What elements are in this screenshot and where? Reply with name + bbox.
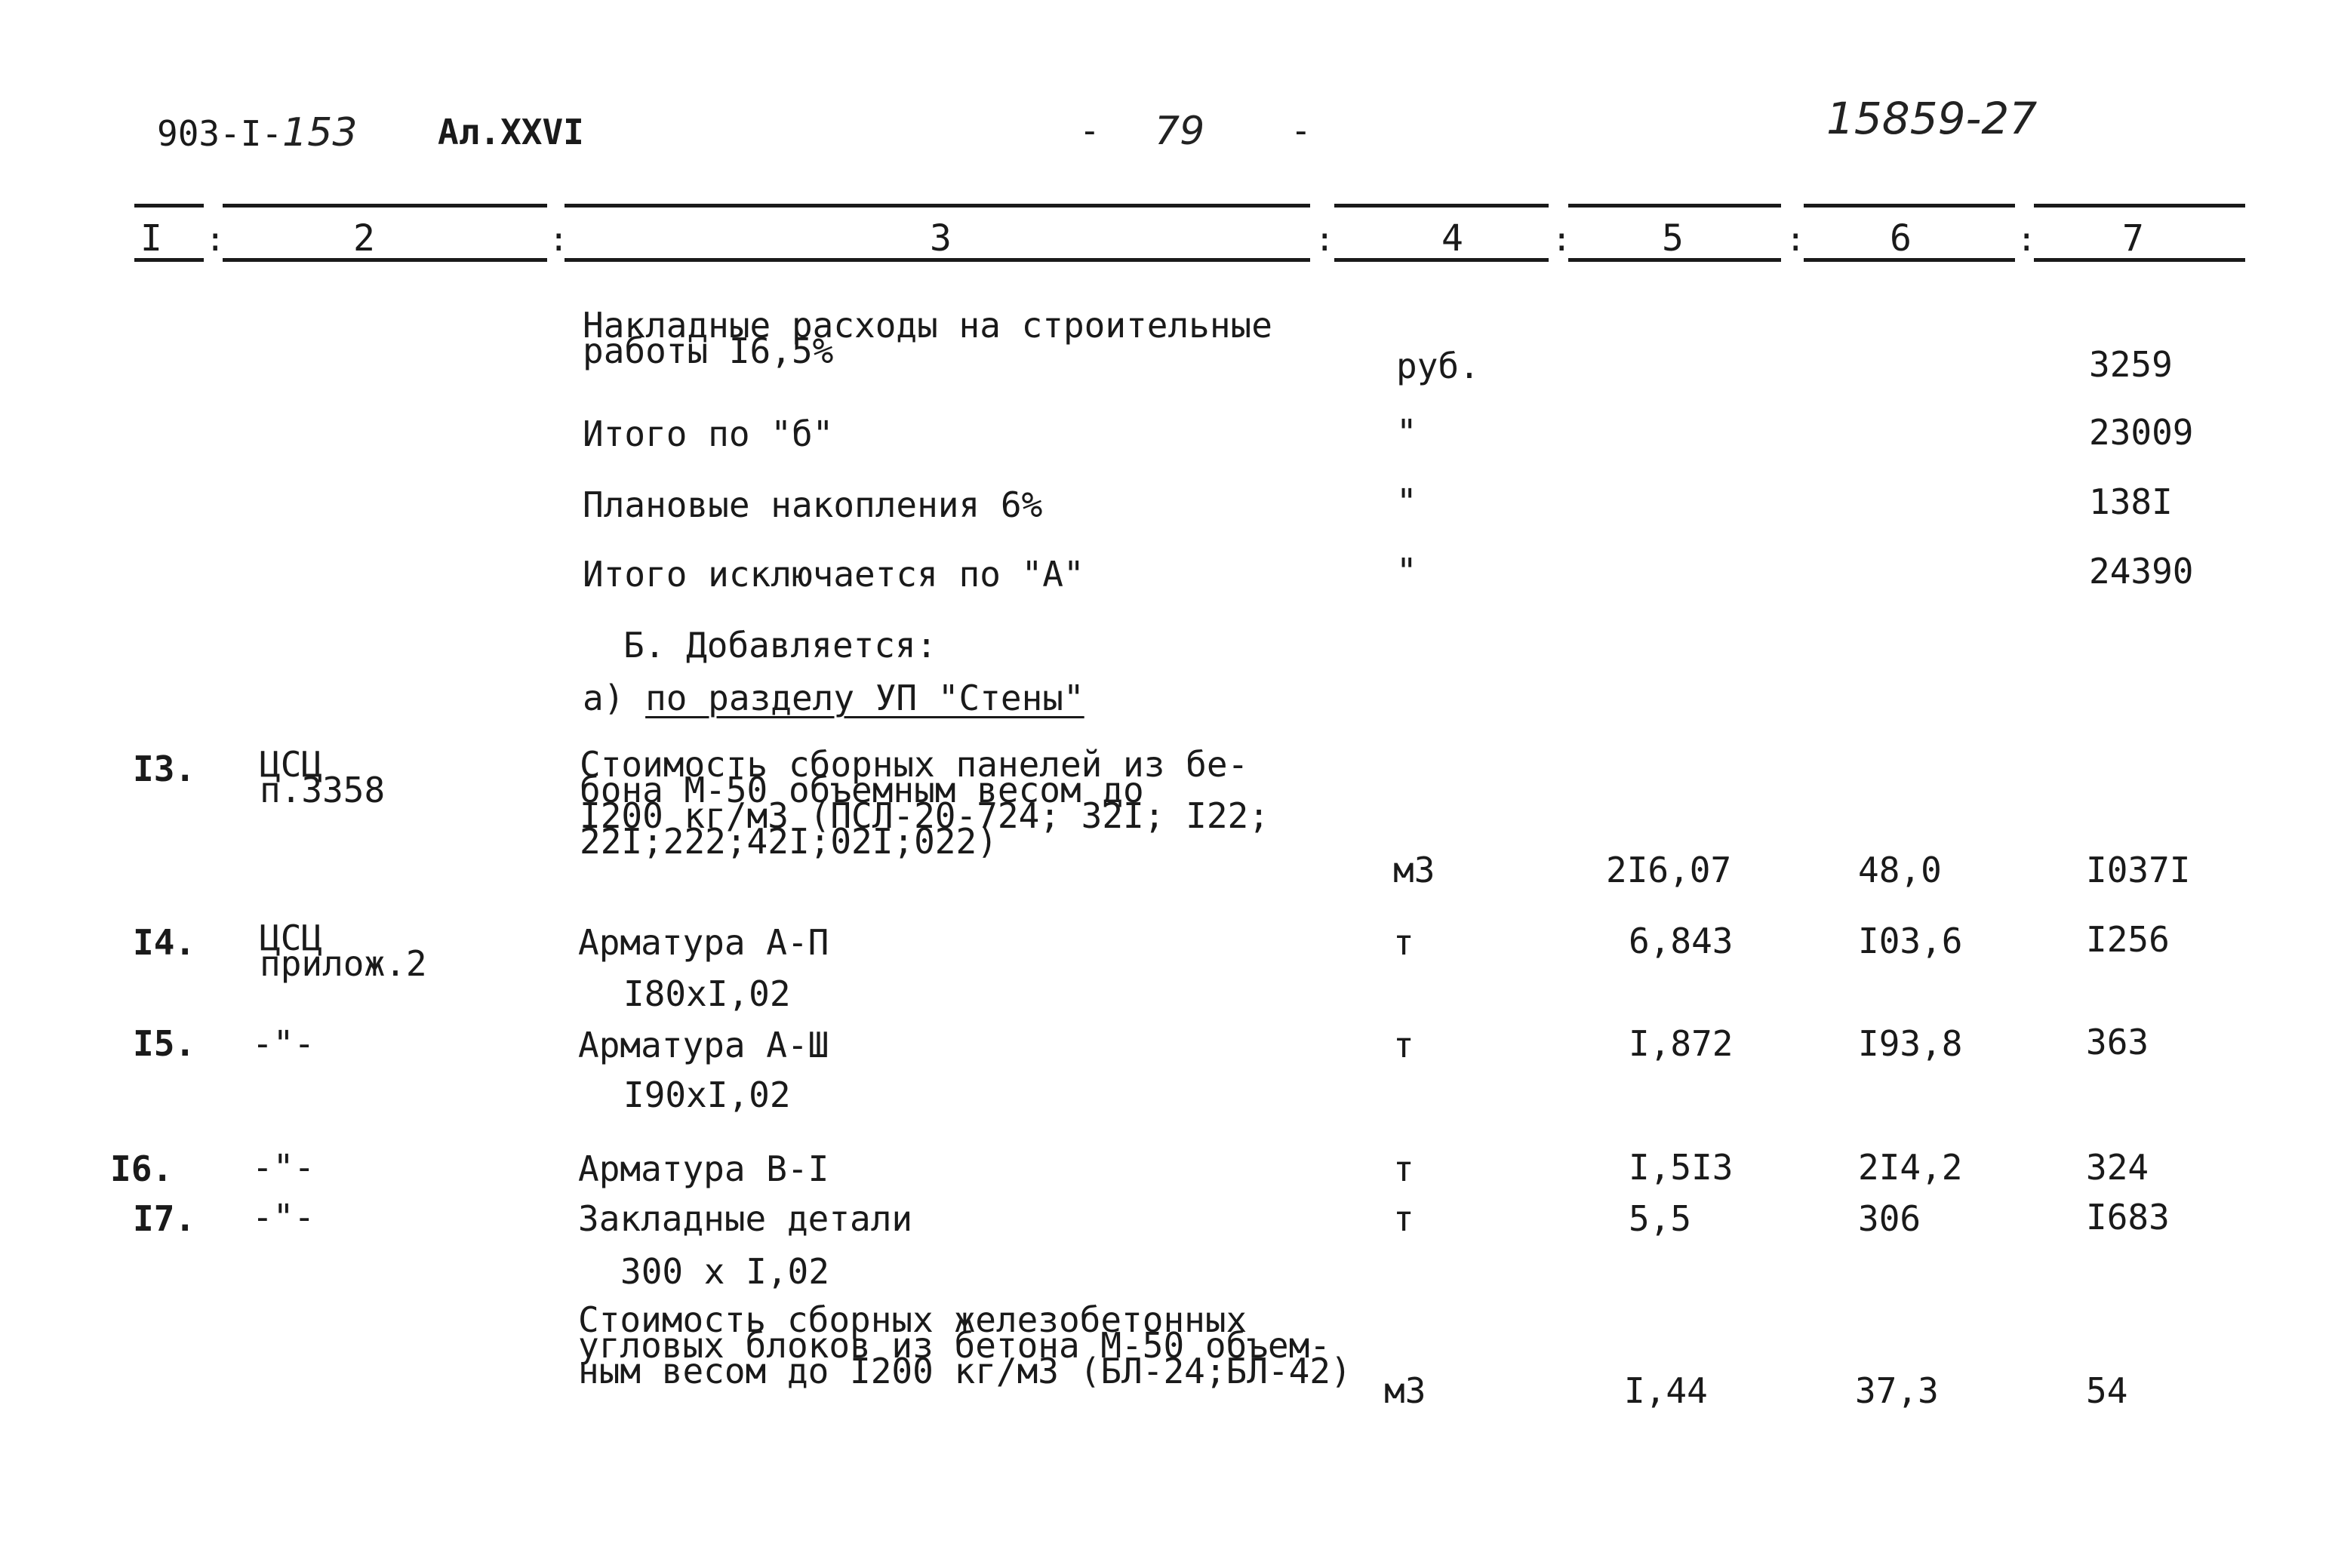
- column-separator: :: [205, 220, 226, 259]
- row-unit: ": [1396, 481, 1417, 522]
- row-total: I256: [2086, 919, 2170, 960]
- column-separator: :: [2017, 220, 2037, 259]
- row-price: 48,0: [1858, 850, 1942, 890]
- column-number-5: 5: [1662, 217, 1684, 260]
- rule-top-4: [1334, 204, 1549, 208]
- row-unit: т: [1393, 1148, 1414, 1189]
- subsection-prefix: а): [583, 678, 625, 718]
- row-number: I3.: [133, 749, 196, 789]
- row-description: Стоимость сборных панелей из бе- бона М-50 объемным весом до I200 кг/м3 (ПСЛ-20-724; 32I; I22; 22I;222;42I;02I;022): [580, 744, 1269, 862]
- rule-top-7: [2034, 204, 2245, 208]
- column-number-1: I: [140, 217, 162, 260]
- row-quantity: 2I6,07: [1606, 850, 1732, 890]
- row-quantity: 6,843: [1629, 921, 1734, 961]
- row-total: 3259: [2089, 344, 2173, 385]
- row-description: Арматура А-Ш: [578, 1025, 829, 1065]
- row-quantity: I,44: [1624, 1370, 1708, 1411]
- rule-top-6: [1804, 204, 2015, 208]
- row-unit: т: [1393, 1198, 1414, 1239]
- album-label: Ал.XXVI: [438, 112, 584, 152]
- section-heading: Б. Добавляется:: [623, 625, 937, 666]
- row-total: 54: [2086, 1370, 2128, 1411]
- row-total: 324: [2086, 1147, 2149, 1188]
- row-reference: -"-: [252, 1023, 315, 1064]
- row-price: I93,8: [1858, 1023, 1963, 1064]
- row-reference: ЦСЦ прилож.2: [260, 918, 427, 984]
- document-code-printed: 903-I-: [157, 113, 283, 154]
- page-dash-left: -: [1079, 110, 1100, 151]
- row-unit: ": [1396, 412, 1417, 453]
- column-separator: :: [1552, 220, 1572, 259]
- row-unit: ": [1396, 551, 1417, 592]
- row-number: I4.: [133, 922, 196, 963]
- row-unit: т: [1393, 922, 1414, 963]
- column-number-7: 7: [2122, 217, 2144, 260]
- row-calculation: I80xI,02: [623, 973, 791, 1014]
- row-number: I6.: [110, 1148, 174, 1189]
- row-description: Закладные детали: [578, 1198, 913, 1239]
- row-description: Итого исключается по "А": [583, 554, 1084, 595]
- column-separator: :: [1315, 220, 1335, 259]
- row-price: 306: [1858, 1198, 1921, 1239]
- rule-top-3: [565, 204, 1310, 208]
- row-unit: м3: [1393, 850, 1435, 890]
- archive-stamp: 15859-27: [1826, 93, 2038, 144]
- column-number-6: 6: [1890, 217, 1912, 260]
- row-description: Арматура В-I: [578, 1148, 829, 1189]
- row-number: I7.: [133, 1198, 196, 1239]
- subsection-heading: [583, 678, 1084, 718]
- rule-bottom-2: [223, 258, 547, 262]
- rule-top-2: [223, 204, 547, 208]
- column-separator: :: [1786, 220, 1806, 259]
- row-description: Стоимость сборных железобетонных угловых блоков из бетона М-50 объем- ным весом до I200 кг/м3 (БЛ-24;БЛ-42): [578, 1299, 1352, 1391]
- row-calculation: I90xI,02: [623, 1075, 791, 1115]
- column-number-2: 2: [353, 217, 375, 260]
- row-calculation: 300 x I,02: [620, 1251, 829, 1292]
- row-price: I03,6: [1858, 921, 1963, 961]
- row-reference: ЦСЦ п.3358: [260, 744, 386, 810]
- page-number: 79: [1155, 109, 1205, 154]
- row-description: Итого по "б": [583, 414, 834, 454]
- rule-top-5: [1568, 204, 1781, 208]
- row-reference: -"-: [252, 1197, 315, 1237]
- row-total: 363: [2086, 1022, 2149, 1062]
- column-separator: :: [549, 220, 569, 259]
- row-quantity: 5,5: [1629, 1198, 1692, 1239]
- row-description: Плановые накопления 6%: [583, 484, 1043, 525]
- row-total: I683: [2086, 1197, 2170, 1237]
- column-number-3: 3: [930, 217, 952, 260]
- row-quantity: I,5I3: [1629, 1147, 1734, 1188]
- row-total: I037I: [2086, 850, 2191, 890]
- row-unit: т: [1393, 1025, 1414, 1065]
- row-total: 24390: [2089, 551, 2194, 592]
- row-unit: м3: [1384, 1370, 1426, 1411]
- row-price: 37,3: [1855, 1370, 1939, 1411]
- row-unit: руб.: [1396, 346, 1480, 386]
- page-dash-right: -: [1291, 110, 1312, 151]
- row-quantity: I,872: [1629, 1023, 1734, 1064]
- column-number-4: 4: [1441, 217, 1463, 260]
- row-reference: -"-: [252, 1147, 315, 1188]
- row-price: 2I4,2: [1858, 1147, 1963, 1188]
- subsection-title: по разделу УП "Стены": [645, 678, 1084, 718]
- row-total: 23009: [2089, 412, 2194, 453]
- rule-top-1: [134, 204, 204, 208]
- document-code: [157, 110, 358, 155]
- row-description: Накладные расходы на строительные работы I6,5%: [583, 305, 1272, 371]
- row-total: 138I: [2089, 481, 2173, 522]
- row-description: Арматура А-П: [578, 922, 829, 963]
- row-number: I5.: [133, 1023, 196, 1064]
- document-code-handwritten: 153: [282, 110, 358, 155]
